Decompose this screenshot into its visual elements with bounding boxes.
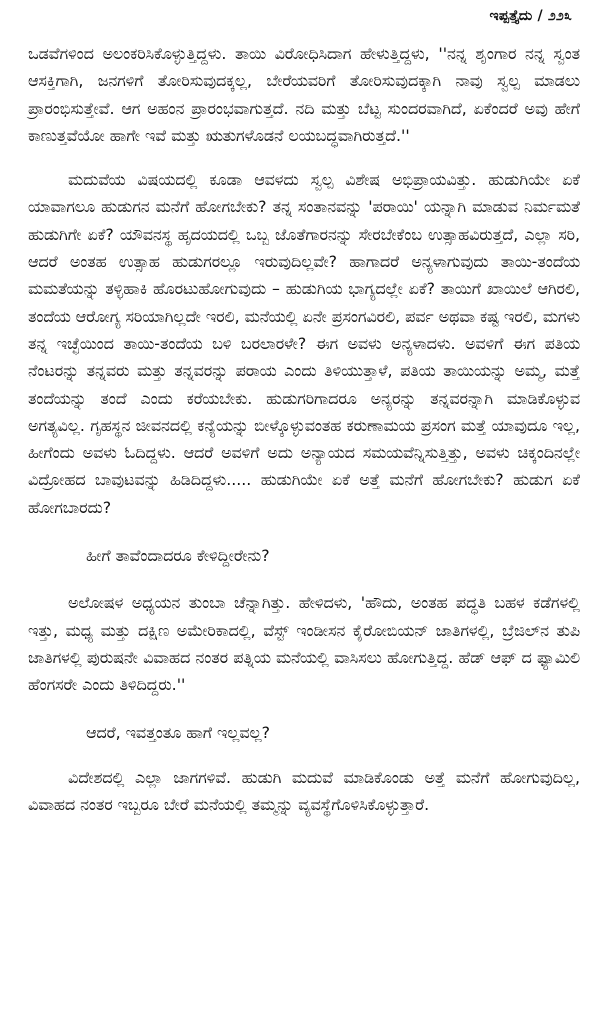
paragraph-6: ವಿದೇಶದಲ್ಲಿ ಎಲ್ಲಾ ಜಾಗಗಳಿವೆ. ಹುಡುಗಿ ಮದುವೆ ಮಾಡಿಕೊಂಡು ಅತ್ತೆ ಮನೆಗೆ ಹೋಗುವುದಿಲ್ಲ, ವಿವಾಹದ ನಂತರ ಇಬ್ಬರೂ ಬೇರೆ ಮನೆಯಲ್ಲಿ ತಮ್ಮನ್ನು ವ್ಯವಸ್ಥೆಗೊಳಿಸಿಕೊಳ್ಳುತ್ತಾರೆ. bbox=[28, 767, 580, 815]
paragraph-4: ಅಲೋಷಳ ಅಧ್ಯಯನ ತುಂಬಾ ಚೆನ್ನಾಗಿತ್ತು. ಹೇಳಿದಳು, 'ಹೌದು, ಅಂತಹ ಪದ್ಧತಿ ಬಹಳ ಕಡೆಗಳಲ್ಲಿ ಇತ್ತು, ಮಧ್ಯ ಮತ್ತು ದಕ್ಷಿಣ ಅಮೇರಿಕಾದಲ್ಲಿ, ವೆಸ್ಟ್ ಇಂಡೀಸನ ಕೈರೋಬಿಯನ್ ಜಾತಿಗಳಲ್ಲಿ, ಬ್ರೆಜಿಲ್‌ನ ತುಪಿ ಜಾತಿಗಳಲ್ಲಿ ಪುರುಷನೇ ವಿವಾಹದ ನಂತರ ಪತ್ನಿಯ ಮನೆಯಲ್ಲಿ ವಾಸಿಸಲು ಹೋಗುತ್ತಿದ್ದ. ಹೆಡ್ ಆಫ್ ದ ಫ್ಯಾಮಿಲಿ ಹೆಂಗಸರೇ ಎಂದು ತಿಳಿದಿದ್ದರು.'' bbox=[28, 593, 580, 695]
paragraph-3: ಹೀಗೆ ತಾವೆಂದಾದರೂ ಕೇಳಿದ್ದೀರೇನು? bbox=[86, 546, 270, 566]
paragraph-5: ಆದರೆ, ಇವತ್ತಂತೂ ಹಾಗೆ ಇಲ್ಲವಲ್ಲ? bbox=[86, 722, 271, 742]
page-header: ಇಪ್ಪತ್ತೈದು / ೨೨೩ bbox=[489, 8, 572, 24]
document-body bbox=[28, 40, 580, 818]
paragraph-1: ಒಡವೆಗಳಿಂದ ಅಲಂಕರಿಸಿಕೊಳ್ಳುತ್ತಿದ್ದಳು. ತಾಯಿ ವಿರೋಧಿಸಿದಾಗ ಹೇಳುತ್ತಿದ್ದಳು, ''ನನ್ನ ಶೃಂಗಾರ ನನ್ನ ಸ್ವಂತ ಆಸಕ್ತಿಗಾಗಿ, ಜನಗಳಿಗೆ ತೋರಿಸುವುದಕ್ಕಲ್ಲ, ಬೇರೆಯವರಿಗೆ ತೋರಿಸುವುದಕ್ಕಾಗಿ ನಾವು ಸ್ವಲ್ಪ ಮಾಡಲು ಪ್ರಾರಂಭಿಸುತ್ತೇವೆ. ಆಗ ಅಹಂನ ಪ್ರಾರಂಭವಾಗುತ್ತದೆ. ನದಿ ಮತ್ತು ಬೆಟ್ಟ ಸುಂದರವಾಗಿದೆ, ಏಕೆಂದರೆ ಅವು ಹೇಗೆ ಕಾಣುತ್ತವೆಯೋ ಹಾಗೇ ಇವೆ ಮತ್ತು ಋತುಗಳೊಡನೆ ಲಯಬದ್ಧವಾಗಿರುತ್ತದೆ.'' bbox=[28, 44, 580, 145]
paragraph-2: ಮದುವೆಯ ವಿಷಯದಲ್ಲಿ ಕೂಡಾ ಆವಳದು ಸ್ವಲ್ಪ ವಿಶೇಷ ಅಭಿಪ್ರಾಯವಿತ್ತು. ಹುಡುಗಿಯೇ ಏಕೆ ಯಾವಾಗಲೂ ಹುಡುಗನ ಮನೆಗೆ ಹೋಗಬೇಕು? ತನ್ನ ಸಂತಾನವನ್ನು 'ಪರಾಯಿ' ಯನ್ನಾಗಿ ಮಾಡುವ ನಿರ್ಮಮತೆ ಹುಡುಗಿಗೇ ಏಕೆ? ಯೌವನಸ್ಥ ಹೃದಯದಲ್ಲಿ ಒಬ್ಬ ಜೊತೆಗಾರನನ್ನು ಸೇರಬೇಕೆಂಬ ಉತ್ಸಾಹವಿರುತ್ತದೆ, ಎಲ್ಲಾ ಸರಿ, ಆದರೆ ಅಂತಹ ಉತ್ಸಾಹ ಹುಡುಗರಲ್ಲೂ ಇರುವುದಿಲ್ಲವೇ? ಹಾಗಾದರೆ ಅನ್ಯಳಾಗುವುದು ತಾಯಿ-ತಂದೆಯ ಮಮತೆಯನ್ನು ತಳ್ಳಿಹಾಕಿ ಹೊರಟುಹೋಗುವುದು – ಹುಡುಗಿಯ ಭಾಗ್ಯದಲ್ಲೇ ಏಕೆ? ತಾಯಿಗೆ ಖಾಯಿಲೆ ಆಗಿರಲಿ, ತಂದೆಯ ಆರೋಗ್ಯ ಸರಿಯಾಗಿಲ್ಲದೇ ಇರಲಿ, ಮನೆಯಲ್ಲಿ ಏನೇ ಪ್ರಸಂಗವಿರಲಿ, ಪರ್ವ ಅಥವಾ ಕಷ್ಟ ಇರಲಿ, ಮಗಳು ತನ್ನ ಇಚ್ಛೆಯಿಂದ ತಾಯಿ-ತಂದೆಯ ಬಳಿ ಬರಲಾರಳೇ? ಈಗ ಅವಳು ಅನ್ಯಳಾದಳು. ಅವಳಿಗೆ ಈಗ ಪತಿಯ ನೆಂಟರನ್ನು ತನ್ನವರು ಮತ್ತು ತನ್ನವರನ್ನು ಪರಾಯ ಎಂದು ತಿಳಿಯುತ್ತಾಳೆ, ಪತಿಯ ತಾಯಿಯನ್ನು ಅಮ್ಮ, ಮತ್ತೆ ತಂದೆಯನ್ನು ತಂದೆ ಎಂದು ಕರೆಯಬೇಕು. ಹುಡುಗರಿಗಾದರೂ ಅನ್ಯರನ್ನು ತನ್ನವರನ್ನಾಗಿ ಮಾಡಿಕೊಳ್ಳುವ ಅಗತ್ಯವಿಲ್ಲ. ಗೃಹಸ್ಥನ ಜೀವನದಲ್ಲಿ ಕನ್ಯೆಯನ್ನು ಬೀಳ್ಕೊಳ್ಳುವಂತಹ ಕರುಣಾಮಯ ಪ್ರಸಂಗ ಮತ್ತೆ ಯಾವುದೂ ಇಲ್ಲ, ಹೀಗೆಂದು ಅವಳು ಓದಿದ್ದಳು. ಆದರೆ ಅವಳಿಗೆ ಅದು ಅನ್ಯಾಯದ ಸಮಯವೆನ್ನಿಸುತ್ತಿತ್ತು, ಅವಳು ಚಿಕ್ಕಂದಿನಲ್ಲೇ ವಿದ್ರೋಹದ ಬಾವುಟವನ್ನು ಹಿಡಿದಿದ್ದಳು..... ಹುಡುಗಿಯೇ ಏಕೆ ಅತ್ತೆ ಮನೆಗೆ ಹೋಗಬೇಕು? ಹುಡುಗ ಏಕೆ ಹೋಗಬಾರದು? bbox=[28, 170, 580, 517]
